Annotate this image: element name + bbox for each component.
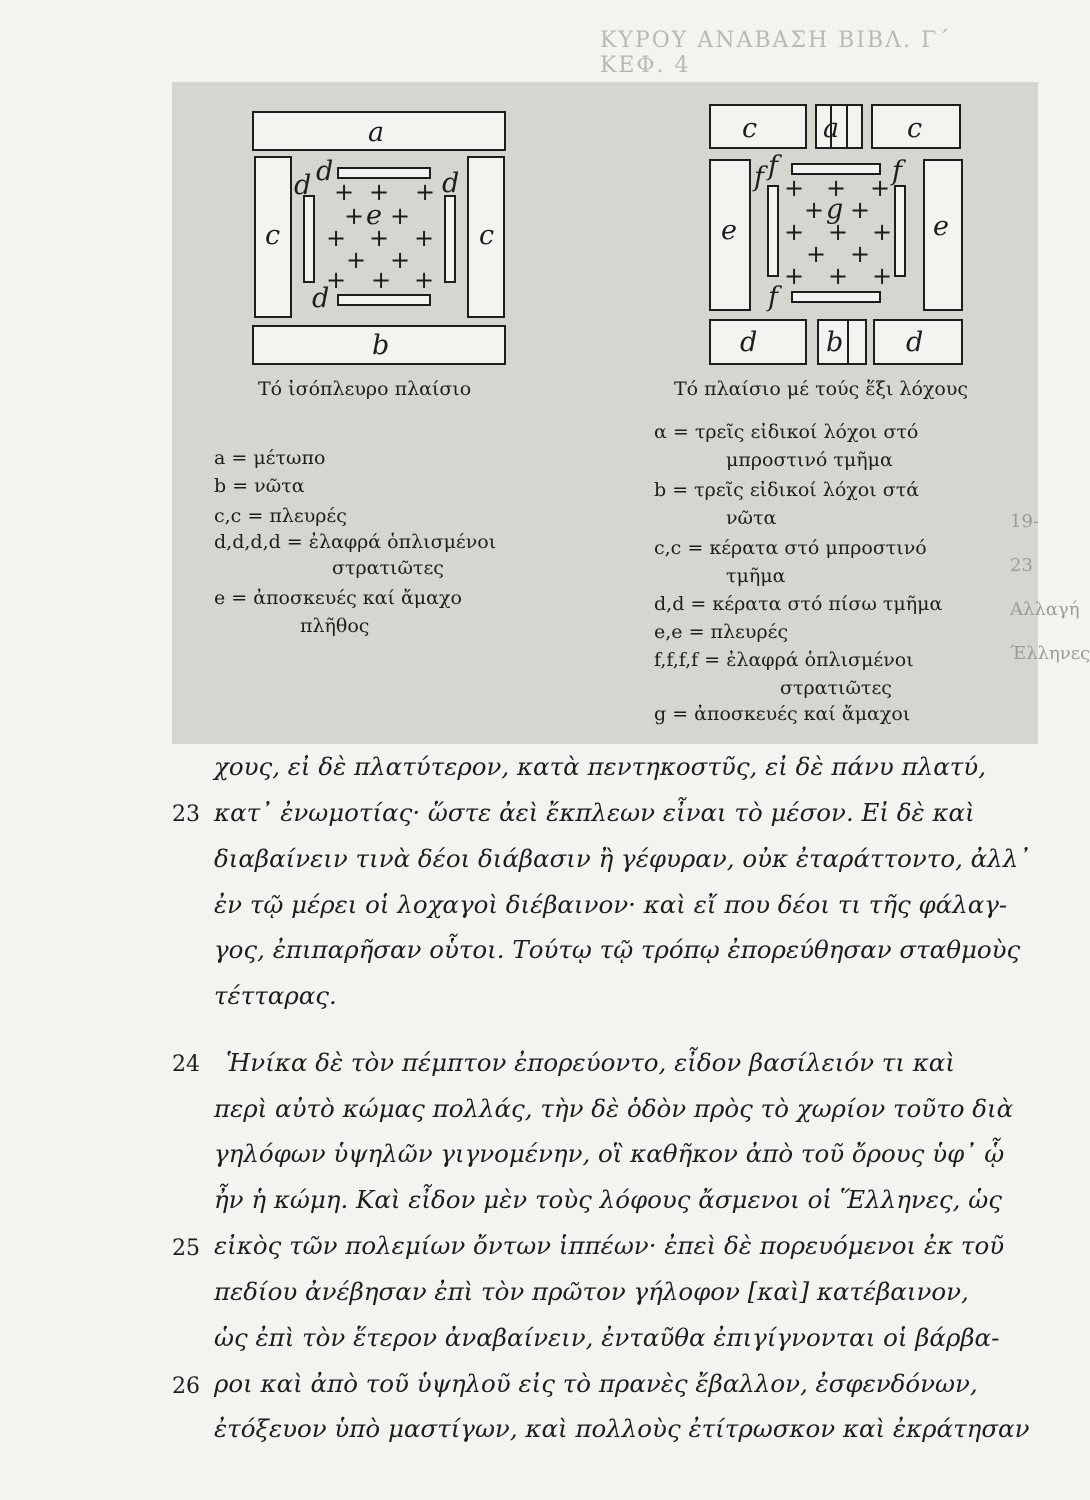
side-note: Έλληνες [1010,643,1090,664]
text-line: γηλόφων ὑψηλῶν γιγνομένην, οἳ καθῆκον ἀπὸ τοῦ ὄρους ὑφ᾿ ᾧ [214,1139,1005,1168]
left-label-d-right: d [442,168,460,199]
plus-mark: + [804,196,825,224]
left-rect-d-top [338,168,430,178]
left-rect-d-bottom [338,295,430,305]
right-label-e-left: e [721,215,737,246]
text-line: διαβαίνειν τινὰ δέοι διάβασιν ἢ γέφυραν, οὐκ ἐταράττοντο, ἀλλ᾿ [214,844,1031,873]
right-label-e-right: e [933,211,949,242]
legend-row: a = μέτωπο [214,447,326,469]
legend-row: b = νῶτα [214,475,305,497]
right-rect-f-right [895,186,905,276]
right-label-a: a [823,113,840,144]
right-label-d-left: d [740,327,758,358]
plus-mark: + [850,196,871,224]
plus-mark: + [414,224,435,252]
right-label-b: b [826,327,844,358]
left-label-b: b [372,330,390,361]
right-label-f-right: f [892,156,902,187]
legend-row: νῶτα [726,507,777,529]
right-rect-c-left [710,105,806,148]
right-label-f-top: f [768,151,778,182]
legend-row: στρατιῶτες [780,677,892,699]
side-note: 19-23 [1010,511,1039,576]
plus-mark: + [870,174,891,202]
plus-mark: + [326,266,347,294]
left-label-d-left: d [294,170,312,201]
plus-mark: + [326,224,347,252]
right-caption: Τό πλαίσιο μέ τούς ἕξι λόχους [674,378,969,400]
text-line: ἐτόξευον ὑπὸ μαστίγων, καὶ πολλοὺς ἐτίτρωσκον καὶ ἐκράτησαν [214,1414,1030,1443]
left-label-d-top: d [316,156,334,187]
right-rect-d-left [710,320,806,364]
legend-row: c,c = κέρατα στό μπροστινό [654,537,927,559]
bleed-through-header: ΚΥΡΟΥ ΑΝΑΒΑΣΗ ΒΙΒΛ. Γ΄ ΚΕΦ. 4 [600,28,952,78]
right-label-c-left: c [742,113,758,144]
plus-mark: + [784,174,805,202]
left-rect-d-right [445,196,455,282]
right-rect-f-left [768,186,778,276]
legend-row: α = τρεῖς εἰδικοί λόχοι στό [654,421,919,443]
left-label-c-left: c [265,220,281,251]
text-line: τέτταρας. [214,981,337,1010]
side-note: Αλλαγή [1010,599,1080,620]
line-number: 25 [172,1236,200,1261]
plus-mark: + [346,246,367,274]
right-label-f-left: f [754,162,764,193]
legend-row: μπροστινό τμῆμα [726,449,893,471]
plus-mark: + [369,178,390,206]
line-number: 23 [172,802,200,827]
legend-row: στρατιῶτες [332,557,444,579]
plus-mark: + [415,178,436,206]
text-line: εἰκὸς τῶν πολεμίων ὄντων ἱππέων· ἐπεὶ δὲ πορευόμενοι ἐκ τοῦ [214,1231,1005,1260]
right-rect-f-top [792,164,880,174]
plus-mark: + [828,218,849,246]
text-line: ροι καὶ ἀπὸ τοῦ ὑψηλοῦ εἰς τὸ πρανὲς ἔβαλλον, ἐσφενδόνων, [214,1369,978,1398]
text-line: Ἡνίκα δὲ τὸν πέμπτον ἐπορεύοντο, εἶδον βασίλειόν τι καὶ [226,1048,955,1077]
left-label-c-right: c [479,220,495,251]
legend-row: πλῆθος [300,615,370,637]
right-label-g: g [826,194,844,225]
legend-row: e,e = πλευρές [654,621,789,643]
legend-row: d,d = κέρατα στό πίσω τμῆμα [654,593,943,615]
left-rect-d-left [304,196,314,282]
plus-mark: + [334,178,355,206]
legend-row: b = τρεῖς εἰδικοί λόχοι στά [654,479,920,501]
right-label-c-right: c [907,113,923,144]
plus-mark: + [371,266,392,294]
right-rect-f-bottom [792,292,880,302]
left-label-a: a [368,117,385,148]
left-label-e: e [366,200,382,231]
plus-mark: + [828,262,849,290]
text-line: κατ᾿ ἐνωμοτίας· ὥστε ἀεὶ ἔκπλεων εἶναι τὸ μέσον. Εἰ δὲ καὶ [214,798,975,827]
legend-row: e = ἀποσκευές καί ἄμαχο [214,587,462,609]
legend-row: f,f,f,f = ἐλαφρά ὁπλισμένοι [654,649,914,671]
text-line: γος, ἐπιπαρῆσαν οὗτοι. Τούτῳ τῷ τρόπῳ ἐπορεύθησαν σταθμοὺς [214,935,1021,964]
plus-mark: + [390,246,411,274]
plus-mark: + [344,202,365,230]
plus-mark: + [784,218,805,246]
plus-mark: + [850,240,871,268]
plus-mark: + [414,266,435,294]
line-number: 24 [172,1052,200,1077]
text-line: χους, εἰ δὲ πλατύτερον, κατὰ πεντηκοστῦς, εἰ δὲ πάνυ πλατύ, [214,752,986,781]
plus-mark: + [784,262,805,290]
text-line: ἦν ἡ κώμη. Καὶ εἶδον μὲν τοὺς λόφους ἄσμενοι οἱ Ἕλληνες, ὡς [214,1185,1002,1214]
diagram-right-six [710,105,962,364]
left-caption: Τό ἰσόπλευρο πλαίσιο [258,378,472,400]
plus-mark: + [826,174,847,202]
plus-mark: + [872,218,893,246]
plus-mark: + [806,240,827,268]
plus-mark: + [369,224,390,252]
text-line: περὶ αὐτὸ κώμας πολλάς, τὴν δὲ ὁδὸν πρὸς τὸ χωρίον τοῦτο διὰ [214,1094,1014,1123]
diagram-left-square [253,112,505,364]
right-label-f-bottom: f [768,282,778,313]
legend-row: c,c = πλευρές [214,505,347,527]
text-line: ὡς ἐπὶ τὸν ἕτερον ἀναβαίνειν, ἐνταῦθα ἐπιγίγνονται οἱ βάρβα- [214,1323,1000,1352]
text-line: ἐν τῷ μέρει οἱ λοχαγοὶ διέβαινον· καὶ εἴ που δέοι τι τῆς φάλαγ- [214,890,1008,919]
plus-mark: + [390,202,411,230]
legend-row: τμῆμα [726,565,786,587]
legend-row: d,d,d,d = ἐλαφρά ὁπλισμένοι [214,531,497,553]
left-label-d-bottom: d [312,283,330,314]
right-label-d-right: d [906,327,924,358]
legend-row: g = ἀποσκευές καί ἄμαχοι [654,703,911,725]
text-line: πεδίου ἀνέβησαν ἐπὶ τὸν πρῶτον γήλοφον [καὶ] κατέβαινον, [214,1277,969,1306]
plus-mark: + [872,262,893,290]
line-number: 26 [172,1374,200,1399]
